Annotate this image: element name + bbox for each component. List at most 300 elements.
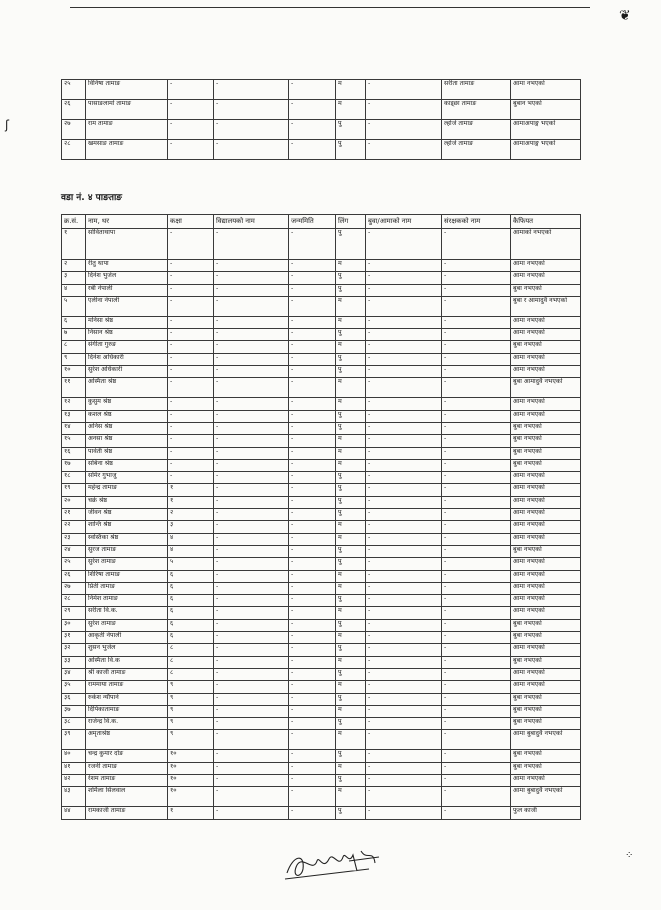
cell-serial: २७ [62, 120, 86, 140]
cell-birthdate: - [289, 378, 336, 398]
cell-class: - [168, 316, 214, 328]
cell-guardian: - [442, 484, 511, 496]
header-class: कक्षा [168, 215, 214, 229]
cell-gender: पु [336, 668, 366, 680]
cell-school: - [214, 229, 289, 260]
cell-guardian: - [442, 545, 511, 557]
header-school: विद्यालयको नाम [214, 215, 289, 229]
cell-parent: - [366, 750, 442, 762]
cell-remarks: बुबा नभएको [511, 422, 581, 434]
cell-guardian: - [442, 229, 511, 260]
cell-gender: पु [336, 595, 366, 607]
cell-birthdate: - [289, 472, 336, 484]
cell-remarks: आमा नभएको [511, 595, 581, 607]
cell-class: - [168, 284, 214, 296]
cell-birthdate: - [289, 718, 336, 730]
cell-class: ६ [168, 582, 214, 594]
cell-class: - [168, 410, 214, 422]
cell-name: संगीता गुरुङ [86, 341, 168, 353]
table-row [62, 398, 581, 410]
cell-school: - [214, 398, 289, 410]
table-row [62, 787, 581, 807]
cell-birthdate: - [289, 459, 336, 471]
cell-guardian: - [442, 693, 511, 705]
table-row [62, 632, 581, 644]
cell-serial: १२ [62, 398, 86, 410]
cell-serial: १४ [62, 422, 86, 434]
cell-class: - [168, 353, 214, 365]
cell-gender: म [336, 705, 366, 717]
cell-school: - [214, 80, 289, 100]
cell-parent: - [366, 644, 442, 656]
cell-class: - [168, 398, 214, 410]
cell-remarks: बुबा नभएको [511, 341, 581, 353]
cell-name: कशल श्रेष्ठ [86, 410, 168, 422]
cell-name: अमृताश्रेष्ठ [86, 730, 168, 750]
header-gender: लिंग [336, 215, 366, 229]
cell-name: शान्ति श्रेष्ठ [86, 521, 168, 533]
cell-remarks: आमा बुबादुवै नभएको [511, 730, 581, 750]
cell-serial: ३७ [62, 705, 86, 717]
cell-school: - [214, 509, 289, 521]
cell-parent: - [366, 774, 442, 786]
table-row [62, 570, 581, 582]
cell-parent: - [366, 762, 442, 774]
cell-gender: पु [336, 693, 366, 705]
previous-ward-table [61, 79, 581, 160]
cell-class: ८ [168, 644, 214, 656]
table-row [62, 718, 581, 730]
cell-remarks: आमा नभएको [511, 521, 581, 533]
cell-birthdate: - [289, 316, 336, 328]
cell-class: ८ [168, 668, 214, 680]
cell-remarks: आमाको नभएको [511, 229, 581, 260]
cell-name: स्वस्तिका श्रेष्ठ [86, 533, 168, 545]
cell-class: २ [168, 509, 214, 521]
cell-name: पार्वती श्रेष्ठ [86, 447, 168, 459]
cell-gender: म [336, 681, 366, 693]
cell-serial: ३० [62, 619, 86, 631]
cell-guardian: - [442, 410, 511, 422]
cell-name: अस्मिता वि.क [86, 656, 168, 668]
cell-class: १० [168, 774, 214, 786]
cell-serial: २८ [62, 140, 86, 160]
cell-remarks: आमा नभएको [511, 353, 581, 365]
cell-serial: ४२ [62, 774, 86, 786]
cell-serial: ३८ [62, 718, 86, 730]
cell-guardian: - [442, 558, 511, 570]
cell-school: - [214, 459, 289, 471]
table-row [62, 582, 581, 594]
table-row [62, 260, 581, 272]
table-row [62, 459, 581, 471]
cell-guardian: - [442, 435, 511, 447]
table-row [62, 272, 581, 284]
cell-gender: म [336, 80, 366, 100]
table-row [62, 762, 581, 774]
cell-class: १ [168, 496, 214, 508]
cell-name: पासाङलामो तामाङ [86, 100, 168, 120]
cell-class: - [168, 80, 214, 100]
cell-serial: ३९ [62, 730, 86, 750]
cell-guardian: - [442, 619, 511, 631]
cell-parent: - [366, 521, 442, 533]
cell-school: - [214, 435, 289, 447]
cell-remarks: आमा नभएको [511, 410, 581, 422]
cell-birthdate: - [289, 656, 336, 668]
cell-birthdate: - [289, 644, 336, 656]
cell-name: रजनी तामाङ [86, 762, 168, 774]
cell-guardian: सरीता तामाङ [442, 80, 511, 100]
cell-serial: १९ [62, 484, 86, 496]
cell-remarks: बुबा आमादुवै नभएको [511, 378, 581, 398]
cell-parent: - [366, 509, 442, 521]
cell-serial: ३ [62, 272, 86, 284]
cell-birthdate: - [289, 140, 336, 160]
cell-birthdate: - [289, 353, 336, 365]
cell-serial: ३१ [62, 632, 86, 644]
cell-guardian: - [442, 762, 511, 774]
cell-name: महेन्द्र तामाङ [86, 484, 168, 496]
cell-guardian: - [442, 422, 511, 434]
cell-name: श्री काजी तामाङ [86, 668, 168, 680]
cell-gender: पु [336, 229, 366, 260]
cell-gender: म [336, 435, 366, 447]
cell-birthdate: - [289, 366, 336, 378]
cell-serial: २६ [62, 100, 86, 120]
cell-remarks: आमा नभएको [511, 398, 581, 410]
cell-birthdate: - [289, 807, 336, 819]
cell-birthdate: - [289, 607, 336, 619]
cell-name: रामकाजी तामाङ [86, 807, 168, 819]
cell-remarks: आमा नभएको [511, 681, 581, 693]
cell-remarks: आमा नभएको [511, 644, 581, 656]
cell-birthdate: - [289, 705, 336, 717]
cell-birthdate: - [289, 398, 336, 410]
cell-class: १० [168, 762, 214, 774]
cell-remarks: आमा नभएको [511, 366, 581, 378]
cell-school: - [214, 341, 289, 353]
cell-school: - [214, 693, 289, 705]
header-parent: बुवा/आमाको नाम [366, 215, 442, 229]
cell-guardian: - [442, 272, 511, 284]
cell-parent: - [366, 378, 442, 398]
cell-gender: पु [336, 353, 366, 365]
cell-birthdate: - [289, 693, 336, 705]
cell-remarks: आमाअपाङ्ग भएको [511, 140, 581, 160]
cell-gender: पु [336, 284, 366, 296]
cell-birthdate: - [289, 410, 336, 422]
cell-serial: २७ [62, 582, 86, 594]
cell-parent: - [366, 410, 442, 422]
cell-guardian: - [442, 296, 511, 316]
table-row [62, 509, 581, 521]
cell-school: - [214, 353, 289, 365]
cell-serial: ८ [62, 341, 86, 353]
cell-class: ९ [168, 681, 214, 693]
cell-parent: - [366, 398, 442, 410]
cell-birthdate: - [289, 341, 336, 353]
cell-birthdate: - [289, 260, 336, 272]
cell-class: - [168, 229, 214, 260]
cell-parent: - [366, 341, 442, 353]
cell-school: - [214, 582, 289, 594]
cell-name: चन्द्र कुमार दोङ [86, 750, 168, 762]
cell-name: रीतु थापा [86, 260, 168, 272]
cell-guardian: - [442, 316, 511, 328]
cell-name: अनिस श्रेष्ठ [86, 422, 168, 434]
cell-name: सुरेश तामाङ [86, 619, 168, 631]
cell-gender: पु [336, 496, 366, 508]
cell-birthdate: - [289, 632, 336, 644]
cell-class: - [168, 329, 214, 341]
table-row [62, 120, 581, 140]
cell-birthdate: - [289, 533, 336, 545]
table-row [62, 296, 581, 316]
cell-remarks: आमा नभएको [511, 496, 581, 508]
cell-name: आकृती नेपाली [86, 632, 168, 644]
cell-guardian: - [442, 378, 511, 398]
cell-name: राममाया तामाङ [86, 681, 168, 693]
table-row [62, 668, 581, 680]
cell-class: - [168, 378, 214, 398]
cell-name: रेशम तामाङ [86, 774, 168, 786]
cell-guardian: - [442, 521, 511, 533]
cell-birthdate: - [289, 774, 336, 786]
cell-birthdate: - [289, 435, 336, 447]
cell-remarks: बुबा नभएको [511, 656, 581, 668]
cell-school: - [214, 750, 289, 762]
cell-school: - [214, 140, 289, 160]
table-row [62, 353, 581, 365]
cell-school: - [214, 120, 289, 140]
cell-guardian: - [442, 284, 511, 296]
cell-guardian: - [442, 398, 511, 410]
cell-serial: २५ [62, 80, 86, 100]
cell-name: राजेन्द्र वि.क. [86, 718, 168, 730]
cell-birthdate: - [289, 558, 336, 570]
cell-guardian: ल्होजे तामाङ [442, 140, 511, 160]
cell-school: - [214, 730, 289, 750]
cell-guardian: - [442, 644, 511, 656]
cell-school: - [214, 545, 289, 557]
cell-serial: ३४ [62, 668, 86, 680]
cell-school: - [214, 329, 289, 341]
cell-school: - [214, 787, 289, 807]
cell-name: शिरिषा तामाङ [86, 570, 168, 582]
cell-birthdate: - [289, 447, 336, 459]
cell-gender: म [336, 656, 366, 668]
table-row [62, 229, 581, 260]
cell-name: अस्मिता श्रेष्ठ [86, 378, 168, 398]
cell-remarks: बुबा नभएको [511, 284, 581, 296]
cell-guardian: - [442, 595, 511, 607]
cell-parent: - [366, 472, 442, 484]
cell-name: निसान श्रेष्ठ [86, 329, 168, 341]
cell-remarks: आमा नभएको [511, 558, 581, 570]
cell-parent: - [366, 718, 442, 730]
table-row [62, 341, 581, 353]
cell-guardian: - [442, 353, 511, 365]
cell-class: ३ [168, 521, 214, 533]
cell-birthdate: - [289, 750, 336, 762]
cell-name: दिपिकातामाङ [86, 705, 168, 717]
cell-school: - [214, 296, 289, 316]
cell-parent: - [366, 484, 442, 496]
cell-class: - [168, 272, 214, 284]
cell-class: १ [168, 484, 214, 496]
cell-remarks: आमा नभएको [511, 582, 581, 594]
cell-serial: २३ [62, 533, 86, 545]
cell-parent: - [366, 632, 442, 644]
cell-gender: पु [336, 272, 366, 284]
cell-gender: पु [336, 558, 366, 570]
cell-serial: ११ [62, 378, 86, 398]
cell-guardian: - [442, 366, 511, 378]
cell-guardian: - [442, 681, 511, 693]
cell-guardian: - [442, 260, 511, 272]
top-rule [70, 7, 590, 8]
cell-school: - [214, 284, 289, 296]
table-row [62, 595, 581, 607]
cell-gender: म [336, 533, 366, 545]
cell-class: ६ [168, 607, 214, 619]
cell-school: - [214, 521, 289, 533]
cell-gender: म [336, 316, 366, 328]
cell-birthdate: - [289, 570, 336, 582]
cell-remarks: आमा नभएको [511, 260, 581, 272]
cell-gender: पु [336, 807, 366, 819]
cell-gender: म [336, 260, 366, 272]
cell-serial: १५ [62, 435, 86, 447]
cell-guardian: - [442, 459, 511, 471]
cell-school: - [214, 378, 289, 398]
cell-gender: म [336, 787, 366, 807]
cell-serial: २० [62, 496, 86, 508]
cell-class: ९ [168, 730, 214, 750]
cell-school: - [214, 260, 289, 272]
cell-remarks: बुबा नभएको [511, 435, 581, 447]
cell-parent: - [366, 284, 442, 296]
cell-school: - [214, 718, 289, 730]
cell-remarks: आमा बुबादुवै नभएको [511, 787, 581, 807]
cell-name: विनिषा तामाङ [86, 80, 168, 100]
cell-class: ९ [168, 705, 214, 717]
cell-name: रबी नेपाली [86, 284, 168, 296]
cell-gender: पु [336, 484, 366, 496]
cell-school: - [214, 484, 289, 496]
cell-birthdate: - [289, 787, 336, 807]
cell-parent: - [366, 229, 442, 260]
table-row [62, 80, 581, 100]
table-row [62, 693, 581, 705]
table-row [62, 521, 581, 533]
cell-class: ६ [168, 619, 214, 631]
cell-school: - [214, 533, 289, 545]
cell-school: - [214, 366, 289, 378]
cell-serial: १६ [62, 447, 86, 459]
cell-gender: म [336, 632, 366, 644]
cell-guardian: - [442, 496, 511, 508]
cell-parent: - [366, 366, 442, 378]
cell-serial: २ [62, 260, 86, 272]
cell-remarks: बुबा नभएको [511, 545, 581, 557]
cell-school: - [214, 472, 289, 484]
table-row [62, 750, 581, 762]
cell-school: - [214, 762, 289, 774]
cell-name: सरीता वि.क. [86, 607, 168, 619]
cell-serial: १३ [62, 410, 86, 422]
cell-class: ९ [168, 693, 214, 705]
cell-gender: म [336, 521, 366, 533]
cell-name: जीवन श्रेष्ठ [86, 509, 168, 521]
cell-remarks: आमा नभएको [511, 472, 581, 484]
cell-birthdate: - [289, 80, 336, 100]
cell-remarks: आमा नभएको [511, 329, 581, 341]
cell-school: - [214, 644, 289, 656]
cell-remarks: बुबा नभएको [511, 750, 581, 762]
cell-gender: पु [336, 366, 366, 378]
cell-parent: - [366, 705, 442, 717]
table-row [62, 447, 581, 459]
cell-birthdate: - [289, 521, 336, 533]
cell-remarks: आमा नभएको [511, 774, 581, 786]
cell-school: - [214, 570, 289, 582]
cell-serial: ३५ [62, 681, 86, 693]
cell-school: - [214, 422, 289, 434]
cell-serial: २५ [62, 558, 86, 570]
cell-class: - [168, 100, 214, 120]
cell-guardian: - [442, 341, 511, 353]
cell-school: - [214, 774, 289, 786]
cell-parent: - [366, 80, 442, 100]
cell-gender: म [336, 582, 366, 594]
cell-remarks: आमा नभएको [511, 80, 581, 100]
cell-guardian: - [442, 718, 511, 730]
cell-serial: २८ [62, 595, 86, 607]
ward-4-table [61, 214, 581, 820]
cell-school: - [214, 410, 289, 422]
cell-birthdate: - [289, 668, 336, 680]
cell-remarks: आमा नभएको [511, 533, 581, 545]
cell-guardian: - [442, 607, 511, 619]
cell-parent: - [366, 120, 442, 140]
cell-gender: म [336, 398, 366, 410]
cell-remarks: बुबा नभएको [511, 447, 581, 459]
cell-gender: म [336, 378, 366, 398]
cell-name: शुसन भुजेल [86, 644, 168, 656]
table-row [62, 705, 581, 717]
cell-gender: पु [336, 750, 366, 762]
cell-gender: म [336, 459, 366, 471]
cell-guardian: - [442, 807, 511, 819]
cell-birthdate: - [289, 619, 336, 631]
cell-name: अनसा श्रेष्ठ [86, 435, 168, 447]
cell-gender: म [336, 607, 366, 619]
cell-gender: म [336, 100, 366, 120]
cell-parent: - [366, 607, 442, 619]
cell-name: राम तामाङ [86, 120, 168, 140]
table-row [62, 656, 581, 668]
cell-guardian: - [442, 705, 511, 717]
cell-remarks: आमा नभएको [511, 570, 581, 582]
table-row [62, 422, 581, 434]
cell-school: - [214, 272, 289, 284]
cell-school: - [214, 632, 289, 644]
cell-class: - [168, 120, 214, 140]
cell-guardian: - [442, 656, 511, 668]
cell-school: - [214, 668, 289, 680]
